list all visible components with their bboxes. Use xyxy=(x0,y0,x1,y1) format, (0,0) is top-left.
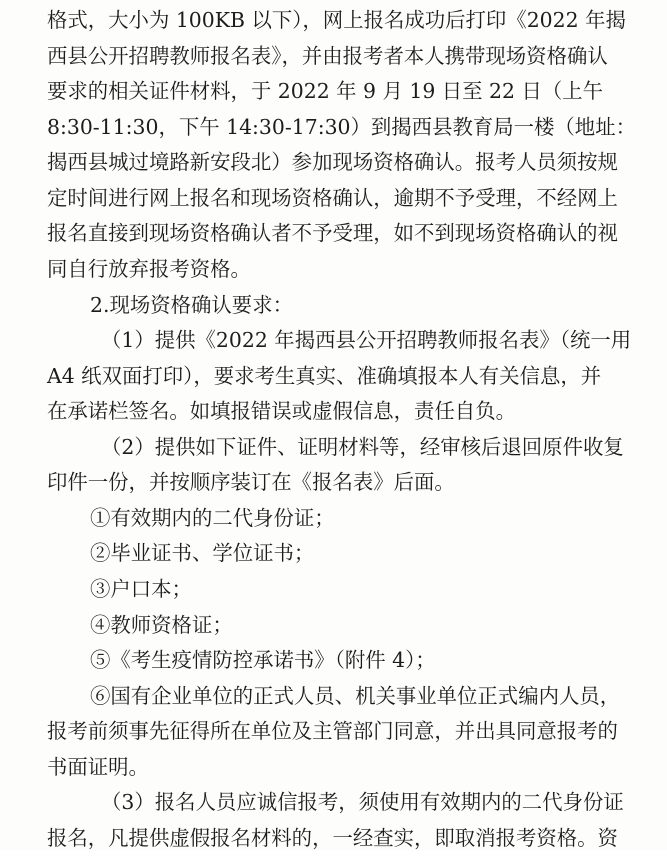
text-line: 定时间进行网上报名和现场资格确认，逾期不予受理，不经网上 xyxy=(47,185,618,210)
list-item: ③户口本； xyxy=(90,577,192,602)
list-item: ①有效期内的二代身份证； xyxy=(90,505,335,530)
text-line: （3）报名人员应诚信报考，须使用有效期内的二代身份证 xyxy=(101,790,624,815)
text-line: 揭西县城过境路新安段北）参加现场资格确认。报考人员须按规 xyxy=(47,150,618,175)
text-line: 在承诺栏签名。如填报错误或虚假信息，责任自负。 xyxy=(47,399,516,424)
text-line: 印件一份，并按顺序装订在《报名表》后面。 xyxy=(47,470,455,495)
text-line: 报名直接到现场资格确认者不予受理，如不到现场资格确认的视 xyxy=(47,221,618,246)
text-line: （1）提供《2022 年揭西县公开招聘教师报名表》（统一用 xyxy=(101,328,632,353)
text-line: 要求的相关证件材料，于 2022 年 9 月 19 日至 22 日（上午 xyxy=(47,79,604,104)
section-heading: 2.现场资格确认要求： xyxy=(90,292,293,317)
text-line: 同自行放弃报考资格。 xyxy=(47,256,251,281)
list-item: ②毕业证书、学位证书； xyxy=(90,541,315,566)
text-line: 书面证明。 xyxy=(47,754,149,779)
text-line: 报名，凡提供虚假报名材料的，一经查实，即取消报考资格。资 xyxy=(47,826,618,850)
text-line: 格式，大小为 100KB 以下），网上报名成功后打印《2022 年揭 xyxy=(47,8,626,32)
list-item: ⑥国有企业单位的正式人员、机关事业单位正式编内人员， xyxy=(90,683,621,708)
text-line: （2）提供如下证件、证明材料等，经审核后退回原件收复 xyxy=(101,434,624,459)
text-line: 8:30-11:30，下午 14:30-17:30）到揭西县教育局一楼（地址： xyxy=(47,114,636,139)
list-item: ⑤《考生疫情防控承诺书》（附件 4）； xyxy=(90,648,436,673)
text-line: 报考前须事先征得所在单位及主管部门同意，并出具同意报考的 xyxy=(47,719,618,744)
text-line: 西县公开招聘教师报名表》，并由报考者本人携带现场资格确认 xyxy=(47,43,608,68)
text-line: A4 纸双面打印），要求考生真实、准确填报本人有关信息，并 xyxy=(47,363,602,388)
list-item: ④教师资格证； xyxy=(90,612,233,637)
